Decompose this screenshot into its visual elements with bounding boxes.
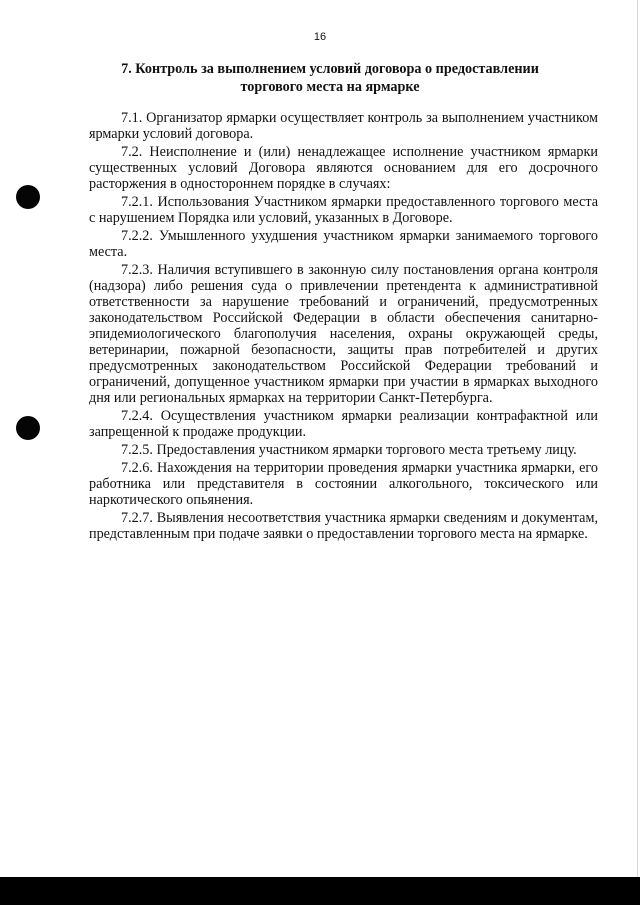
paragraph-7-2-2: 7.2.2. Умышленного ухудшения участником ярмарки занимаемого торгового места.	[89, 228, 598, 260]
paragraph-7-1: 7.1. Организатор ярмарки осуществляет контроль за выполнением участником ярмарки условий договора.	[89, 110, 598, 142]
section-body	[89, 110, 598, 544]
scan-edge-line	[637, 0, 638, 877]
paragraph-7-2-6: 7.2.6. Нахождения на территории проведения ярмарки участника ярмарки, его работника или представителя в состоянии алкогольного, токсического или наркотического опьянения.	[89, 460, 598, 508]
paragraph-7-2: 7.2. Неисполнение и (или) ненадлежащее исполнение участником ярмарки существенных условий Договора являются основанием для его досрочного расторжения в одностороннем порядке в случаях:	[89, 144, 598, 192]
punch-hole-mark	[16, 185, 40, 209]
section-title	[100, 60, 560, 96]
page-number: 16	[313, 31, 327, 43]
paragraph-7-2-5: 7.2.5. Предоставления участником ярмарки торгового места третьему лицу.	[121, 442, 577, 458]
paragraph-7-2-1: 7.2.1. Использования Участником ярмарки предоставленного торгового места с нарушением Порядка или условий, указанных в Договоре.	[89, 194, 598, 226]
paragraph-7-2-3: 7.2.3. Наличия вступившего в законную силу постановления органа контроля (надзора) либо решения суда о привлечении претендента к административной ответственности за нарушение требований и ограничений, предусмотренных законодательством Российской Федерации в области обеспечения санитарно-эпидемиологического благополучия населения, охраны окружающей среды, ветеринарии, пожарной безопасности, защиты прав потребителей и других предусмотренных законодательством Российской Федерации требований и ограничений, допущенное участником ярмарки при участии в ярмарках выходного дня или региональных ярмарках на территории Санкт-Петербурга.	[89, 262, 598, 406]
paragraph-7-2-7: 7.2.7. Выявления несоответствия участника ярмарки сведениям и документам, представленным при подаче заявки о предоставлении торгового места на ярмарке.	[89, 510, 598, 542]
section-title-line-1: 7. Контроль за выполнением условий договора о предоставлении	[121, 61, 539, 77]
scan-bottom-border	[0, 877, 640, 905]
section-title-line-2: торгового места на ярмарке	[240, 79, 420, 95]
paragraph-7-2-4: 7.2.4. Осуществления участником ярмарки реализации контрафактной или запрещенной к продаже продукции.	[89, 408, 598, 440]
punch-hole-mark	[16, 416, 40, 440]
